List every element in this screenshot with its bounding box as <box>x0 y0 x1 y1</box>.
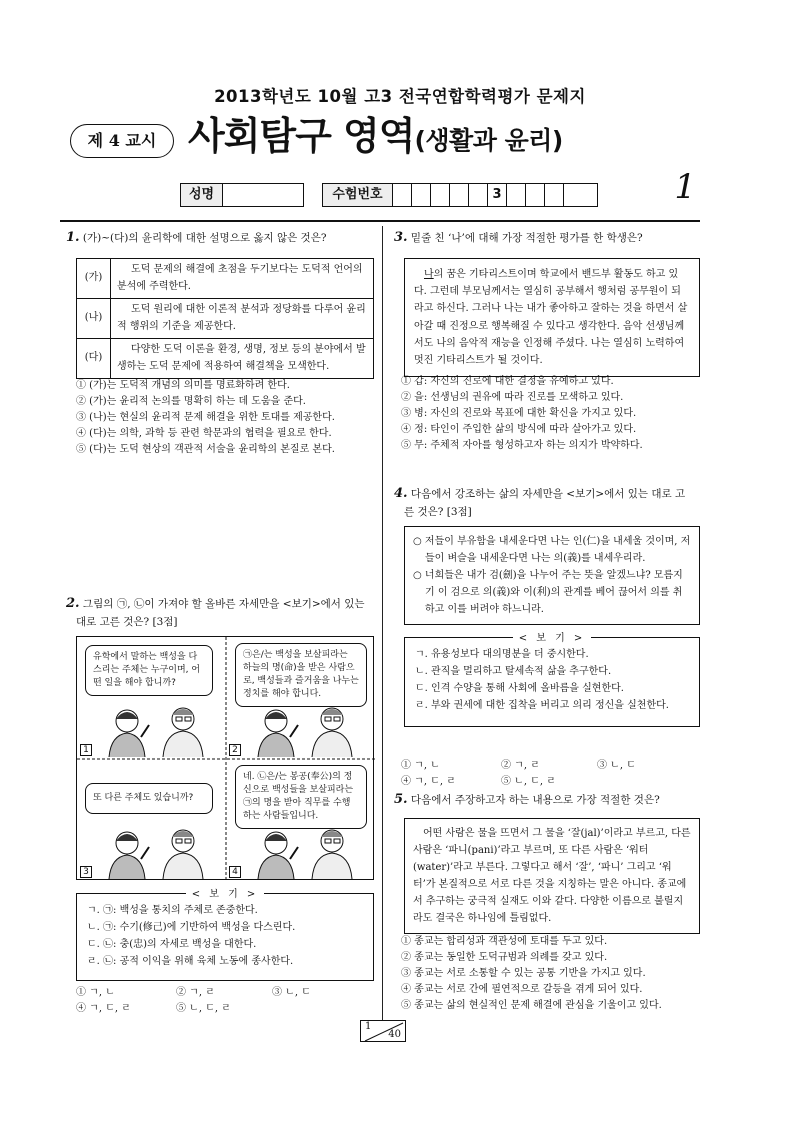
table-row <box>77 299 374 339</box>
q2-cartoon <box>76 636 374 880</box>
q1-stem <box>66 228 376 248</box>
q5-stem <box>394 790 704 810</box>
total-pages: 40 <box>388 1029 401 1040</box>
exam-number-digit-box[interactable] <box>526 184 545 206</box>
exam-number-digit-box[interactable] <box>412 184 431 206</box>
option[interactable]: ③ (나)는 현실의 윤리적 문제 해결을 위한 토대를 제공한다. <box>76 412 335 423</box>
subject-main: 사회탐구 영역 <box>188 114 415 158</box>
option[interactable]: ① ㄱ, ㄴ <box>401 760 440 771</box>
q4-number: 4. <box>394 486 408 501</box>
reporter-and-scholar-illustration <box>87 699 217 757</box>
reporter-and-scholar-illustration <box>87 823 217 879</box>
row-text: 도덕 원리에 대한 이론적 분석과 정당화를 다루어 윤리적 행위의 기준을 제공한다. <box>111 299 374 339</box>
option[interactable]: ① 갑: 자신의 진로에 대한 결정을 유예하고 있다. <box>401 376 614 387</box>
current-page: 1 <box>365 1021 372 1032</box>
header-rule <box>60 220 700 222</box>
speech-bubble: 또 다른 주체도 있습니까? <box>85 783 213 814</box>
q5-number: 5. <box>394 792 408 807</box>
speech-bubble: 유학에서 말하는 백성을 다스리는 주체는 누구이며, 어떤 일을 해야 합니까? <box>85 645 213 696</box>
option[interactable]: ① (가)는 도덕적 개념의 의미를 명료화하려 한다. <box>76 380 290 391</box>
q1-table-wrap <box>76 258 374 379</box>
panel-number: 3 <box>80 866 92 878</box>
option[interactable]: ④ 정: 타인이 주입한 삶의 방식에 따라 살아가고 있다. <box>401 424 637 435</box>
option[interactable]: ② 을: 선생님의 권유에 따라 진로를 모색하고 있다. <box>401 392 624 403</box>
session-badge: 제 4 교시 <box>70 124 174 158</box>
column-divider <box>382 226 383 1021</box>
row-key: (나) <box>77 299 111 339</box>
underlined-word: 나 <box>424 269 434 280</box>
bogi-item: ㄹ. 부와 권세에 대한 집착을 버리고 의리 정신을 실천한다. <box>415 700 669 711</box>
option[interactable]: ③ 병: 자신의 진로와 목표에 대한 확신을 가지고 있다. <box>401 408 637 419</box>
page-counter <box>360 1020 406 1042</box>
q2-stem-line2: 대로 고른 것은? [3점] <box>76 616 178 629</box>
option[interactable]: ③ 종교는 서로 소통할 수 있는 공통 기반을 가지고 있다. <box>401 968 646 979</box>
option[interactable]: ⑤ (다)는 도덕 현상의 객관적 서술을 윤리학의 본질로 본다. <box>76 444 335 455</box>
option[interactable]: ⑤ 무: 주체적 자아를 형성하고자 하는 의지가 박약하다. <box>401 440 643 451</box>
q5-stem-text: 다음에서 주장하고자 하는 내용으로 가장 적절한 것은? <box>410 794 660 806</box>
option[interactable]: ② (가)는 윤리적 논의를 명확히 하는 데 도움을 준다. <box>76 396 306 407</box>
q3-number: 3. <box>394 230 408 245</box>
bogi-item: ㄴ. 관직을 멀리하고 탈세속적 삶을 추구한다. <box>415 666 612 677</box>
option[interactable]: ④ ㄱ, ㄷ, ㄹ <box>76 1003 131 1014</box>
q4-options <box>401 758 701 790</box>
q3-passage-box <box>404 258 700 377</box>
q3-options <box>401 374 643 454</box>
speech-bubble: 네. ㉡은/는 봉공(奉公)의 정신으로 백성들을 보살피라는 ㉠의 명을 받아 직무를 수행하는 사람들입니다. <box>235 765 367 829</box>
cartoon-panel-3 <box>77 759 226 881</box>
subject-title <box>188 114 563 160</box>
option[interactable]: ⑤ ㄴ, ㄷ, ㄹ <box>176 1003 231 1014</box>
q2-stem <box>66 594 378 630</box>
q2-bogi-box <box>76 889 374 981</box>
exam-number-digit-box[interactable] <box>545 184 564 206</box>
speech-bubble: ㉠은/는 백성을 보살피라는 하늘의 명(命)을 받은 사람으로, 백성들과 즐거움을 나누는 정치를 해야 합니다. <box>235 643 367 707</box>
name-input[interactable] <box>223 184 302 206</box>
q4-passage-box <box>404 526 700 625</box>
bogi-item: ㄱ. 유용성보다 대의명분을 더 중시한다. <box>415 649 589 660</box>
exam-number-digit-box[interactable] <box>564 184 583 206</box>
option[interactable]: ⑤ 종교는 삶의 현실적인 문제 해결에 관심을 기울이고 있다. <box>401 1000 662 1011</box>
q1-stem-text: (가)~(다)의 윤리학에 대한 설명으로 옳지 않은 것은? <box>82 232 327 244</box>
cartoon-panel-1 <box>77 637 226 759</box>
cartoon-panel-2 <box>226 637 375 759</box>
bogi-item: ㄷ. 인격 수양을 통해 사회에 올바름을 실현한다. <box>415 683 624 694</box>
name-field <box>180 183 304 207</box>
q5-options <box>401 934 662 1014</box>
option[interactable]: ② ㄱ, ㄹ <box>176 987 215 998</box>
q1-number: 1. <box>66 230 80 245</box>
q3-stem-text: 밑줄 친 ‘나’에 대해 가장 적절한 평가를 한 학생은? <box>410 232 643 244</box>
q2-options <box>76 985 376 1017</box>
bogi-label: < 보 기 > <box>186 889 265 900</box>
passage-item: ○ 너희들은 내가 검(劍)을 나누어 주는 뜻을 알겠느냐? 모름지기 이 검으로 의(義)와 이(利)의 관계를 베어 끊어서 의를 취하고 이를 버려야 하느니라. <box>413 570 683 615</box>
option[interactable]: ⑤ ㄴ, ㄷ, ㄹ <box>501 776 556 787</box>
option[interactable]: ① ㄱ, ㄴ <box>76 987 115 998</box>
bogi-item: ㄷ. ㉡: 충(忠)의 자세로 백성을 대한다. <box>87 939 257 950</box>
q3-passage: 의 꿈은 기타리스트이며 학교에서 밴드부 활동도 하고 있다. 그런데 부모님께서는 열심히 공부해서 행처럼 공무원이 되라고 하신다. 그러나 나는 내가 좋아하고 잘하는 것을 하면서 살아갈 때 진정으로 행복해질 수 있다고 생각한다. 음악 선생님께서도 나의 음악적 재능을 인정해 주셨다. 나는 열심히 노력하여 멋진 기타리스트가 될 것이다. <box>414 269 688 366</box>
row-key: (가) <box>77 259 111 299</box>
panel-number: 4 <box>229 866 241 878</box>
option[interactable]: ④ ㄱ, ㄷ, ㄹ <box>401 776 456 787</box>
name-label: 성명 <box>181 184 223 206</box>
exam-number-digit-box[interactable] <box>393 184 412 206</box>
option[interactable]: ④ (다)는 의학, 과학 등 관련 학문과의 협력을 필요로 한다. <box>76 428 332 439</box>
q4-stem <box>394 484 706 520</box>
option[interactable]: ④ 종교는 서로 간에 필연적으로 갈등을 겪게 되어 있다. <box>401 984 643 995</box>
bogi-item: ㄱ. ㉠: 백성을 통치의 주체로 존중한다. <box>87 905 258 916</box>
q5-passage-box <box>404 818 700 934</box>
table-row <box>77 339 374 379</box>
option[interactable]: ③ ㄴ, ㄷ <box>597 760 636 771</box>
q1-options <box>76 378 335 458</box>
q4-bogi-box <box>404 633 700 727</box>
exam-number-digit-box[interactable] <box>431 184 450 206</box>
q2-number: 2. <box>66 596 80 611</box>
subject-sub: (생활과 윤리) <box>414 126 563 155</box>
exam-number-label: 수험번호 <box>323 184 393 206</box>
panel-number: 1 <box>80 744 92 756</box>
option[interactable]: ② ㄱ, ㄹ <box>501 760 540 771</box>
option[interactable]: ③ ㄴ, ㄷ <box>272 987 311 998</box>
q5-passage: 어떤 사람은 물을 뜨면서 그 물을 ‘잘(jal)’이라고 부르고, 다른 사람은 ‘파니(pani)’라고 부르며, 또 다른 사람은 ‘워터(water)’라고 부른다. 그렇다고 해서 ‘잘’, ‘파니’ 그리고 ‘워터’가 본질적으로 서로 다른 것을 지칭하는 말은 아니다. 종교에서 추구하는 궁극적 실재도 이와 같다. 다양한 이름으로 불릴지라도 결국은 하나임에 틀림없다. <box>413 828 691 924</box>
panel-number: 2 <box>229 744 241 756</box>
reporter-and-scholar-illustration <box>236 823 366 879</box>
exam-number-digit-box[interactable] <box>469 184 488 206</box>
reporter-and-scholar-illustration <box>236 701 366 757</box>
q4-stem-line1: 다음에서 강조하는 삶의 자세만을 <보기>에서 있는 대로 고 <box>410 488 686 500</box>
exam-number-field <box>322 183 598 207</box>
row-text: 다양한 도덕 이론을 환경, 생명, 정보 등의 분야에서 발생하는 도덕 문제에 적용하여 해결책을 모색한다. <box>111 339 374 379</box>
row-key: (다) <box>77 339 111 379</box>
exam-number-digit-box[interactable] <box>507 184 526 206</box>
row-text: 도덕 문제의 해결에 초점을 두기보다는 도덕적 언어의 분석에 주력한다. <box>111 259 374 299</box>
bogi-item: ㄴ. ㉠: 수기(修己)에 기반하여 백성을 다스린다. <box>87 922 296 933</box>
q4-stem-line2: 른 것은? [3점] <box>404 506 472 519</box>
option[interactable]: ① 종교는 합리성과 객관성에 토대를 두고 있다. <box>401 936 608 947</box>
q1-table <box>76 258 374 379</box>
exam-number-digit-box[interactable] <box>450 184 469 206</box>
option[interactable]: ② 종교는 동일한 도덕규범과 의례를 갖고 있다. <box>401 952 608 963</box>
table-row <box>77 259 374 299</box>
exam-number-digit: 3 <box>488 184 507 206</box>
q3-stem <box>394 228 704 248</box>
cartoon-panel-4 <box>226 759 375 881</box>
q2-stem-line1: 그림의 ㉠, ㉡이 가져야 할 올바른 자세만을 <보기>에서 있는 <box>82 598 365 610</box>
page-number: 1 <box>674 167 696 207</box>
exam-title: 2013학년도 10월 고3 전국연합학력평가 문제지 <box>214 87 586 106</box>
passage-item: ○ 저들이 부유함을 내세운다면 나는 인(仁)을 내세울 것이며, 저들이 벼슬을 내세운다면 나는 의(義)를 내세우리라. <box>413 536 691 564</box>
bogi-item: ㄹ. ㉡: 공적 이익을 위해 육체 노동에 종사한다. <box>87 956 294 967</box>
bogi-label: < 보 기 > <box>513 633 592 644</box>
